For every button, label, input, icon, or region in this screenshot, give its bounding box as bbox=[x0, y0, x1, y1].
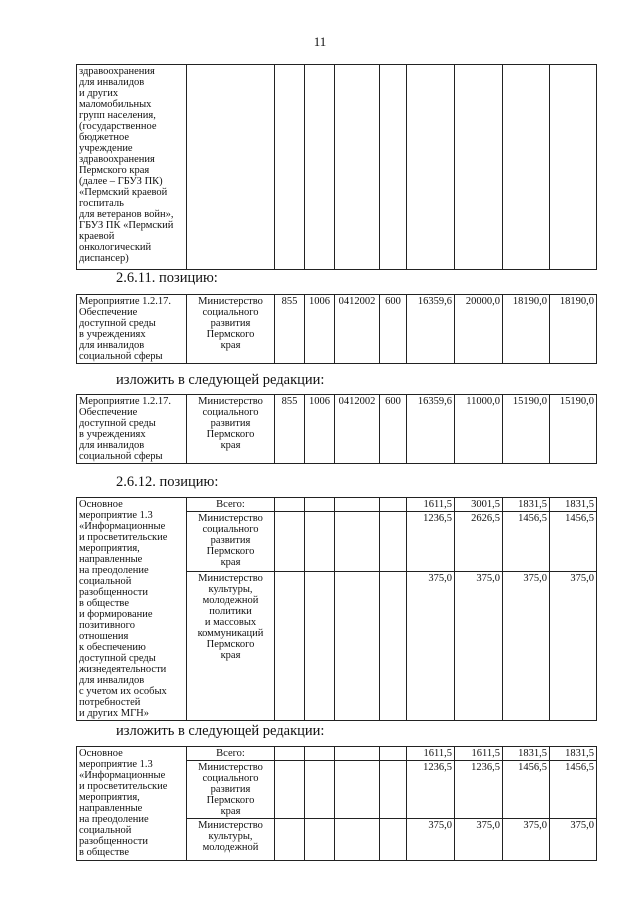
text-line: политики bbox=[209, 605, 252, 617]
text-line: жизнедеятельности bbox=[79, 664, 167, 675]
text-line: бюджетное bbox=[79, 132, 130, 143]
text-line: мероприятие 1.3 bbox=[79, 759, 153, 770]
value-cell: 1236,5 bbox=[407, 512, 455, 572]
text-line: Министерство bbox=[198, 513, 263, 525]
text-line: и формирование bbox=[79, 609, 153, 620]
executor-cell bbox=[187, 65, 275, 270]
executor-cell bbox=[187, 295, 275, 364]
table-row bbox=[77, 395, 597, 464]
text-line: здравоохранения bbox=[79, 154, 155, 165]
vr-cell bbox=[380, 512, 407, 572]
rzpr-cell: 1006 bbox=[305, 295, 335, 364]
text-line: доступной среды bbox=[79, 418, 156, 429]
value-cell: 16359,6 bbox=[407, 295, 455, 364]
value-cell: 375,0 bbox=[455, 819, 503, 861]
table-row bbox=[77, 747, 597, 761]
text-line: мероприятия, bbox=[79, 792, 140, 803]
text-line: и просветительские bbox=[79, 532, 168, 543]
table-row bbox=[77, 65, 597, 270]
text-line: на преодоление bbox=[79, 814, 149, 825]
text-line: края bbox=[220, 806, 241, 817]
text-line: для инвалидов bbox=[79, 77, 145, 88]
section-heading-2-6-11: 2.6.11. позицию: bbox=[116, 270, 218, 286]
vr-cell bbox=[380, 819, 407, 861]
value-cell: 18190,0 bbox=[550, 295, 597, 364]
executor-cell bbox=[187, 761, 275, 819]
table-event-1-2-17-new bbox=[76, 394, 597, 464]
table-continued bbox=[76, 64, 597, 270]
vr-cell: 600 bbox=[380, 395, 407, 464]
text-line: развития bbox=[210, 784, 251, 795]
text-line: направленные bbox=[79, 554, 143, 565]
rzpr-cell bbox=[305, 819, 335, 861]
value-cell: 15190,0 bbox=[503, 395, 550, 464]
value-cell bbox=[455, 65, 503, 270]
text-line: позитивного bbox=[79, 620, 135, 631]
value-cell: 375,0 bbox=[455, 571, 503, 720]
text-line: культуры, bbox=[208, 583, 253, 595]
rzpr-cell bbox=[305, 65, 335, 270]
value-cell: 1831,5 bbox=[503, 747, 550, 761]
text-line: Обеспечение bbox=[79, 407, 138, 418]
text-line: групп населения, bbox=[79, 110, 156, 121]
text-line: мероприятия, bbox=[79, 543, 140, 554]
new-edition-heading: изложить в следующей редакции: bbox=[116, 372, 325, 388]
value-cell: 375,0 bbox=[550, 571, 597, 720]
event-name-cell bbox=[77, 65, 187, 270]
text-line: доступной среды bbox=[79, 653, 156, 664]
rzpr-cell: 1006 bbox=[305, 395, 335, 464]
text-line: для инвалидов bbox=[79, 440, 145, 451]
vr-cell bbox=[380, 65, 407, 270]
executor-cell bbox=[187, 819, 275, 861]
text-line: развития bbox=[210, 535, 251, 547]
value-cell: 11000,0 bbox=[455, 395, 503, 464]
text-line: Мероприятие 1.2.17. bbox=[79, 396, 172, 407]
value-cell bbox=[503, 65, 550, 270]
text-line: Пермского bbox=[206, 546, 255, 558]
value-cell: 375,0 bbox=[503, 571, 550, 720]
table-event-1-2-17-old bbox=[76, 294, 597, 364]
value-cell bbox=[407, 65, 455, 270]
total-label-cell: Всего: bbox=[187, 498, 275, 512]
text-line: Министерство bbox=[198, 296, 263, 307]
csr-cell: 0412002 bbox=[335, 295, 380, 364]
text-line: молодежной bbox=[202, 842, 259, 853]
text-line: края bbox=[220, 557, 241, 569]
text-line: направленные bbox=[79, 803, 143, 814]
vr-cell bbox=[380, 761, 407, 819]
vr-cell: 600 bbox=[380, 295, 407, 364]
csr-cell bbox=[335, 498, 380, 512]
table-row bbox=[77, 498, 597, 512]
value-cell: 375,0 bbox=[407, 571, 455, 720]
value-cell: 375,0 bbox=[503, 819, 550, 861]
text-line: Министерство bbox=[198, 396, 263, 407]
text-line: в учреждениях bbox=[79, 429, 146, 440]
text-line: края bbox=[220, 340, 241, 351]
text-line: Мероприятие 1.2.17. bbox=[79, 296, 172, 307]
text-line: молодежной bbox=[202, 594, 259, 606]
value-cell: 1456,5 bbox=[550, 761, 597, 819]
value-cell: 1831,5 bbox=[503, 498, 550, 512]
executor-cell bbox=[187, 395, 275, 464]
text-line: (далее – ГБУЗ ПК) bbox=[79, 176, 163, 187]
text-line: социального bbox=[202, 524, 259, 536]
rzpr-cell bbox=[305, 498, 335, 512]
text-line: Основное bbox=[79, 499, 123, 510]
grbs-cell: 855 bbox=[275, 295, 305, 364]
value-cell: 18190,0 bbox=[503, 295, 550, 364]
grbs-cell bbox=[275, 747, 305, 761]
text-line: социального bbox=[202, 307, 259, 318]
text-line: края bbox=[220, 440, 241, 451]
vr-cell bbox=[380, 571, 407, 720]
text-line: для инвалидов bbox=[79, 340, 145, 351]
text-line: маломобильных bbox=[79, 99, 152, 110]
section-heading-2-6-12: 2.6.12. позицию: bbox=[116, 474, 219, 490]
text-line: Основное bbox=[79, 748, 123, 759]
grbs-cell: 855 bbox=[275, 395, 305, 464]
csr-cell bbox=[335, 65, 380, 270]
vr-cell bbox=[380, 498, 407, 512]
text-line: ГБУЗ ПК «Пермский bbox=[79, 220, 174, 231]
value-cell: 1611,5 bbox=[455, 747, 503, 761]
rzpr-cell bbox=[305, 571, 335, 720]
text-line: для ветеранов войн», bbox=[79, 209, 174, 220]
grbs-cell bbox=[275, 819, 305, 861]
value-cell: 1236,5 bbox=[407, 761, 455, 819]
text-line: (государственное bbox=[79, 121, 157, 132]
text-line: края bbox=[220, 649, 241, 661]
text-line: учреждение bbox=[79, 143, 133, 154]
text-line: социальной bbox=[79, 825, 132, 836]
text-line: коммуникаций bbox=[197, 627, 264, 639]
text-line: Пермского bbox=[206, 795, 255, 806]
grbs-cell bbox=[275, 512, 305, 572]
text-line: Пермского края bbox=[79, 165, 150, 176]
text-line: диспансер) bbox=[79, 253, 129, 264]
text-line: развития bbox=[210, 418, 251, 429]
text-line: Пермского bbox=[206, 638, 255, 650]
text-line: разобщенности bbox=[79, 836, 148, 847]
text-line: Министерство bbox=[198, 572, 263, 584]
text-line: разобщенности bbox=[79, 587, 148, 598]
text-line: Пермского bbox=[206, 429, 255, 440]
text-line: социальной сферы bbox=[79, 451, 163, 462]
table-event-1-3-new bbox=[76, 746, 597, 861]
text-line: социального bbox=[202, 773, 259, 784]
grbs-cell bbox=[275, 571, 305, 720]
vr-cell bbox=[380, 747, 407, 761]
text-line: госпиталь bbox=[79, 198, 124, 209]
text-line: и просветительские bbox=[79, 781, 168, 792]
value-cell: 16359,6 bbox=[407, 395, 455, 464]
text-line: и других bbox=[79, 88, 119, 99]
text-line: «Информационные bbox=[79, 770, 166, 781]
value-cell: 1831,5 bbox=[550, 747, 597, 761]
csr-cell: 0412002 bbox=[335, 395, 380, 464]
event-name-cell bbox=[77, 498, 187, 721]
value-cell: 375,0 bbox=[407, 819, 455, 861]
grbs-cell bbox=[275, 498, 305, 512]
text-line: на преодоление bbox=[79, 565, 149, 576]
event-name-cell bbox=[77, 747, 187, 861]
value-cell: 1236,5 bbox=[455, 761, 503, 819]
text-line: социальной bbox=[79, 576, 132, 587]
value-cell: 1456,5 bbox=[550, 512, 597, 572]
executor-cell bbox=[187, 571, 275, 720]
new-edition-heading: изложить в следующей редакции: bbox=[116, 723, 325, 739]
text-line: социального bbox=[202, 407, 259, 418]
text-line: мероприятие 1.3 bbox=[79, 510, 153, 521]
value-cell: 1456,5 bbox=[503, 512, 550, 572]
text-line: краевой bbox=[79, 231, 115, 242]
event-name-cell bbox=[77, 295, 187, 364]
value-cell bbox=[550, 65, 597, 270]
text-line: доступной среды bbox=[79, 318, 156, 329]
text-line: Министерство bbox=[198, 820, 263, 831]
text-line: с учетом их особых bbox=[79, 686, 167, 697]
text-line: Пермского bbox=[206, 329, 255, 340]
text-line: «Пермский краевой bbox=[79, 187, 168, 198]
page-number: 11 bbox=[313, 34, 327, 49]
event-name-cell bbox=[77, 395, 187, 464]
text-line: онкологический bbox=[79, 242, 152, 253]
value-cell: 15190,0 bbox=[550, 395, 597, 464]
value-cell: 3001,5 bbox=[455, 498, 503, 512]
value-cell: 1611,5 bbox=[407, 498, 455, 512]
text-line: культуры, bbox=[208, 831, 253, 842]
text-line: в обществе bbox=[79, 847, 129, 858]
value-cell: 375,0 bbox=[550, 819, 597, 861]
value-cell: 1611,5 bbox=[407, 747, 455, 761]
csr-cell bbox=[335, 747, 380, 761]
text-line: социальной сферы bbox=[79, 351, 163, 362]
table-event-1-3-old bbox=[76, 497, 597, 721]
total-label-cell: Всего: bbox=[187, 747, 275, 761]
rzpr-cell bbox=[305, 512, 335, 572]
text-line: в учреждениях bbox=[79, 329, 146, 340]
text-line: здравоохранения bbox=[79, 66, 155, 77]
text-line: «Информационные bbox=[79, 521, 166, 532]
value-cell: 2626,5 bbox=[455, 512, 503, 572]
grbs-cell bbox=[275, 65, 305, 270]
text-line: Обеспечение bbox=[79, 307, 138, 318]
text-line: для инвалидов bbox=[79, 675, 145, 686]
text-line: к обеспечению bbox=[79, 642, 146, 653]
rzpr-cell bbox=[305, 761, 335, 819]
rzpr-cell bbox=[305, 747, 335, 761]
csr-cell bbox=[335, 512, 380, 572]
text-line: развития bbox=[210, 318, 251, 329]
value-cell: 20000,0 bbox=[455, 295, 503, 364]
text-line: в обществе bbox=[79, 598, 129, 609]
value-cell: 1831,5 bbox=[550, 498, 597, 512]
executor-cell bbox=[187, 512, 275, 572]
grbs-cell bbox=[275, 761, 305, 819]
csr-cell bbox=[335, 571, 380, 720]
table-row bbox=[77, 295, 597, 364]
text-line: и массовых bbox=[204, 616, 257, 628]
text-line: отношения bbox=[79, 631, 129, 642]
value-cell: 1456,5 bbox=[503, 761, 550, 819]
text-line: Министерство bbox=[198, 762, 263, 773]
text-line: потребностей bbox=[79, 697, 141, 708]
csr-cell bbox=[335, 819, 380, 861]
text-line: и других МГН» bbox=[79, 708, 149, 719]
csr-cell bbox=[335, 761, 380, 819]
